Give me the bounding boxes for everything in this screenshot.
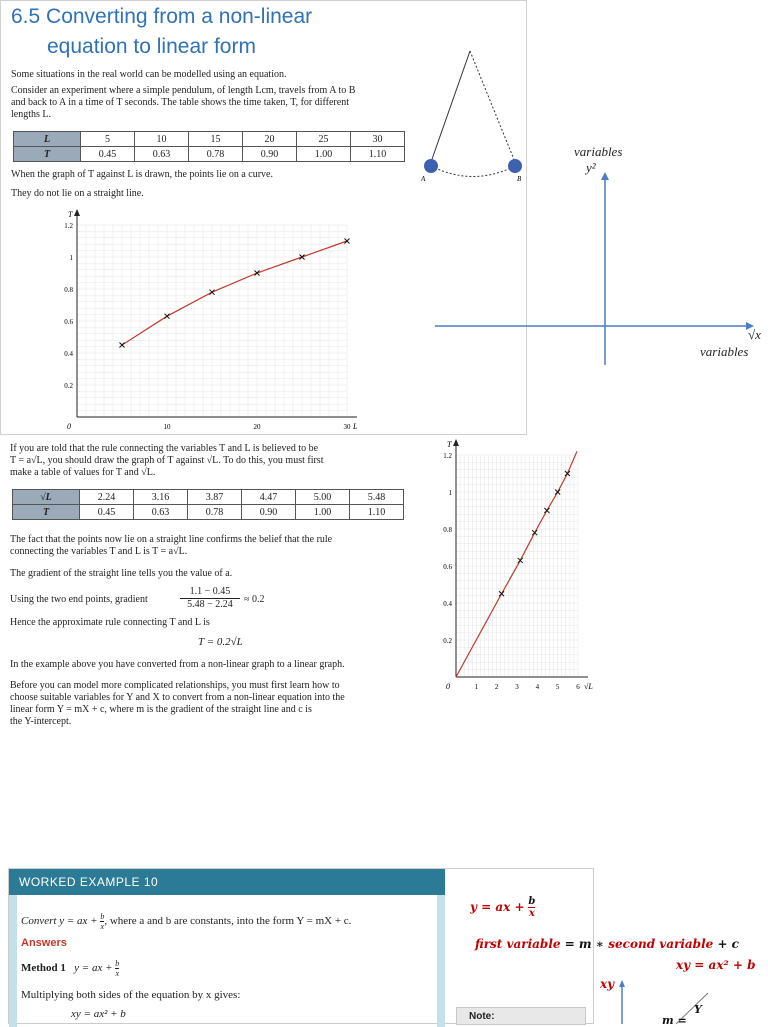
table-cell: 10 xyxy=(135,132,189,147)
x-tick-label: 3 xyxy=(515,683,519,691)
table-cell: 20 xyxy=(243,132,297,147)
sketch-y-word: variables xyxy=(574,144,623,159)
sketch-x-symbol: √x xyxy=(748,327,761,342)
label-a: A xyxy=(421,175,426,183)
table-cell: 3.16 xyxy=(134,490,188,505)
experiment-text-1: Consider an experiment where a simple pendulum, of length Lcm, travels from A to B xyxy=(11,85,356,96)
worked-example-body xyxy=(9,895,445,1027)
values-table-sqrt-l xyxy=(12,489,404,520)
x-tick-label: 2 xyxy=(494,683,499,691)
y-tick-label: 1 xyxy=(69,254,73,262)
x-axis-label: √L xyxy=(584,682,593,691)
converted-text: In the example above you have converted from a non-linear graph to a linear graph. xyxy=(10,659,345,670)
table-cell: 1.10 xyxy=(351,147,405,162)
sketch-y-symbol: y² xyxy=(586,160,596,175)
using-end-points: Using the two end points, gradient xyxy=(10,594,148,605)
y-tick-label: 0.2 xyxy=(443,637,452,645)
not-straight-note: They do not lie on a straight line. xyxy=(11,188,144,199)
table-cell: 15 xyxy=(189,132,243,147)
annotation-equation xyxy=(470,896,535,919)
annot-fraction xyxy=(528,896,535,919)
gradient-fraction xyxy=(180,586,240,611)
chart-t-vs-sqrt-l xyxy=(432,437,598,699)
table-cell: 0.78 xyxy=(189,147,243,162)
confirm-text-1: The fact that the points now lie on a straight line confirms the belief that the rule xyxy=(10,534,333,545)
annot-rule-mid: = m ∗ xyxy=(560,937,609,951)
annotation-xy-equation: xy = ax² + b xyxy=(676,958,756,972)
annot-frac-num: b xyxy=(528,896,536,907)
table-cell: 0.78 xyxy=(188,505,242,520)
y-tick-label: 0.2 xyxy=(64,382,73,390)
table-cell: 5 xyxy=(81,132,135,147)
annot-first-variable: first variable xyxy=(475,937,561,951)
y-tick-label: 1.2 xyxy=(443,452,452,460)
gradient-text: The gradient of the straight line tells you the value of a. xyxy=(10,568,233,579)
annot-eq-pre: y = ax + xyxy=(470,900,525,914)
worked-example-header xyxy=(9,869,445,895)
section-title-line2: equation to linear form xyxy=(47,35,256,58)
curve-note: When the graph of T against L is drawn, the points lie on a curve. xyxy=(11,169,273,180)
table-row xyxy=(13,490,404,505)
experiment-text-3: lengths L. xyxy=(11,109,51,120)
annotation-m-partial: m = xyxy=(662,1014,687,1027)
table-cell: 0.90 xyxy=(242,505,296,520)
origin-label: 0 xyxy=(67,422,71,431)
x-tick-label: 30 xyxy=(343,423,351,431)
label-b: B xyxy=(517,175,522,183)
values-table-l xyxy=(13,131,405,162)
y-tick-label: 0.8 xyxy=(443,526,452,534)
chart-t-vs-l xyxy=(41,201,358,433)
before-text-4: the Y-intercept. xyxy=(10,716,72,727)
table-cell: 1.00 xyxy=(297,147,351,162)
x-tick-label: 1 xyxy=(474,683,479,691)
table-cell: 1.10 xyxy=(350,505,404,520)
y-tick-label: 0.6 xyxy=(443,563,452,571)
table-cell: 0.45 xyxy=(80,505,134,520)
y-axis-arrow xyxy=(453,439,459,446)
series-line xyxy=(456,451,577,677)
annot-second-variable: second variable xyxy=(608,937,714,951)
annotation-xy-axis-label: xy xyxy=(600,977,615,991)
x-tick-label: 20 xyxy=(253,423,261,431)
y-tick-label: 0.6 xyxy=(64,318,73,326)
hence-text: Hence the approximate rule connecting T and L is xyxy=(10,617,210,628)
before-text-1: Before you can model more complicated relationships, you must first learn how to xyxy=(10,680,340,691)
multiplying-text: Multiplying both sides of the equation by x gives: xyxy=(21,989,241,1001)
data-point xyxy=(532,530,537,535)
question-post: , where a and b are constants, into the form Y = mX + c. xyxy=(104,915,352,928)
before-text-2: choose suitable variables for Y and X to convert from a non-linear equation into the xyxy=(10,692,345,703)
annot-frac-den: x xyxy=(528,908,535,919)
x-tick-label: 6 xyxy=(576,683,580,691)
x-tick-label: 4 xyxy=(535,683,540,691)
annotation-rule xyxy=(475,937,739,951)
y-tick-label: 0.4 xyxy=(64,350,73,358)
middle-text-2: T = a√L, you should draw the graph of T against √L. To do this, you must first xyxy=(10,455,324,466)
question-line xyxy=(21,912,351,931)
question-pre: Convert y = ax + xyxy=(21,915,98,928)
method-frac-num: b xyxy=(115,959,120,968)
middle-text-3: make a table of values for T and √L. xyxy=(10,467,156,478)
table-header-cell: √L xyxy=(13,490,80,505)
origin-label: 0 xyxy=(446,682,450,691)
table-row xyxy=(13,505,404,520)
table-cell: 0.90 xyxy=(243,147,297,162)
variables-axes-sketch xyxy=(430,140,768,370)
section-title-line1: 6.5 Converting from a non-linear xyxy=(11,5,313,28)
result-eq: xy = ax² + b xyxy=(71,1008,126,1020)
table-row xyxy=(14,132,405,147)
table-cell: 5.48 xyxy=(350,490,404,505)
table-cell: 3.87 xyxy=(188,490,242,505)
table-cell: 25 xyxy=(297,132,351,147)
method-fraction xyxy=(115,959,119,978)
y-tick-label: 0.4 xyxy=(443,600,452,608)
y-axis-label: T xyxy=(68,210,73,219)
annotation-y-partial: Y xyxy=(694,1003,702,1016)
table-row xyxy=(14,147,405,162)
table-header-cell: T xyxy=(14,147,81,162)
method-frac-den: x xyxy=(115,969,120,978)
y-tick-label: 1 xyxy=(448,489,452,497)
method-label: Method 1 xyxy=(21,962,66,975)
table-cell: 2.24 xyxy=(80,490,134,505)
table-cell: 5.00 xyxy=(296,490,350,505)
table-cell: 30 xyxy=(351,132,405,147)
y-axis-arrow xyxy=(74,209,80,216)
intro-text: Some situations in the real world can be modelled using an equation. xyxy=(11,69,287,80)
annot-rule-end: + c xyxy=(713,937,739,951)
annot-y-arrow xyxy=(619,980,625,987)
approx-value: ≈ 0.2 xyxy=(244,594,265,605)
worked-example-title: WORKED EXAMPLE 10 xyxy=(19,875,159,889)
sketch-y-arrow xyxy=(601,172,609,180)
data-point xyxy=(544,508,549,513)
y-tick-label: 1.2 xyxy=(64,222,73,230)
question-frac-num: b xyxy=(100,912,105,921)
table-header-cell: T xyxy=(13,505,80,520)
method-eq: y = ax + xyxy=(74,962,113,975)
table-header-cell: L xyxy=(14,132,81,147)
table-cell: 0.63 xyxy=(134,505,188,520)
rule-result: T = 0.2√L xyxy=(198,636,243,648)
question-frac-den: x xyxy=(100,922,105,931)
table-cell: 4.47 xyxy=(242,490,296,505)
sketch-x-word: variables xyxy=(700,344,749,359)
confirm-text-2: connecting the variables T and L is T = a√L. xyxy=(10,546,188,557)
before-text-3: linear form Y = mX + c, where m is the gradient of the straight line and c is xyxy=(10,704,312,715)
y-tick-label: 0.8 xyxy=(64,286,73,294)
textbook-scan-middle xyxy=(0,437,598,742)
experiment-text-2: and back to A in a time of T seconds. The table shows the time taken, T, for different xyxy=(11,97,349,108)
fraction-numerator: 1.1 − 0.45 xyxy=(180,586,240,599)
x-tick-label: 5 xyxy=(555,683,560,691)
series-line xyxy=(122,241,347,345)
answers-label: Answers xyxy=(21,937,67,949)
table-cell: 1.00 xyxy=(296,505,350,520)
x-tick-label: 10 xyxy=(163,423,171,431)
table-cell: 0.63 xyxy=(135,147,189,162)
y-axis-label: T xyxy=(447,440,452,449)
note-box xyxy=(456,1007,586,1025)
table-cell: 0.45 xyxy=(81,147,135,162)
fraction-denominator: 5.48 − 2.24 xyxy=(187,599,233,610)
x-axis-label: L xyxy=(353,422,358,431)
middle-text-1: If you are told that the rule connecting the variables T and L is believed to be xyxy=(10,443,319,454)
note-label: Note: xyxy=(469,1011,495,1022)
method-line xyxy=(21,959,119,978)
